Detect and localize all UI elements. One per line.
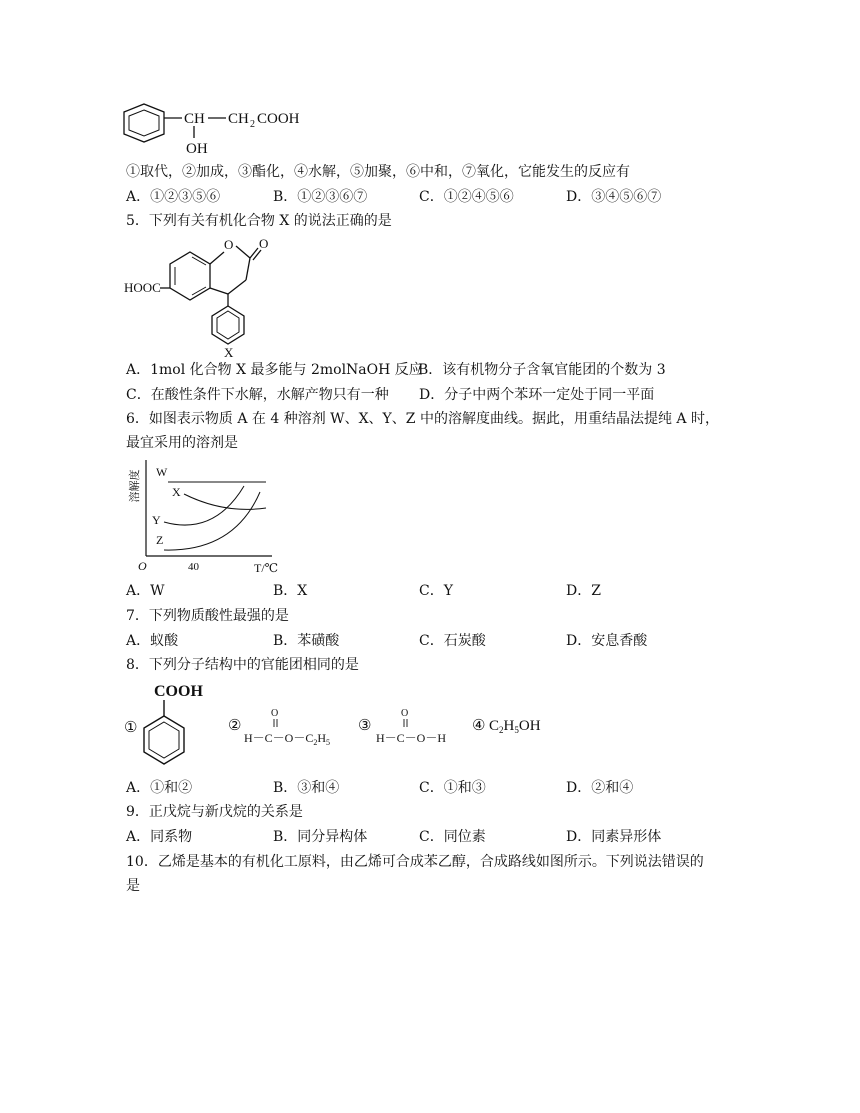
q6-stem-line1: 6．如图表示物质 A 在 4 种溶剂 W、X、Y、Z 中的溶解度曲线。据此，用重结晶法提纯 A 时， xyxy=(126,411,719,427)
q6-curve-label-x: X xyxy=(172,485,181,499)
q5-option-c: C．在酸性条件下水解，水解产物只有一种 xyxy=(126,387,389,403)
q8-item2-number: ② xyxy=(228,718,242,734)
q6-stem-line2: 最宜采用的溶剂是 xyxy=(126,435,238,451)
q8-option-d: D．②和④ xyxy=(566,780,634,796)
q8-structures xyxy=(120,676,580,776)
q4-cooh: COOH xyxy=(257,111,300,127)
q9-stem: 9．正戊烷与新戊烷的关系是 xyxy=(126,804,303,820)
q5-benzene-ring xyxy=(170,252,210,300)
q8-item1-cooh: COOH xyxy=(154,683,203,700)
q8-item4-formula: $C_2H_5OH$ xyxy=(489,718,541,735)
q9-option-a: A．同系物 xyxy=(126,829,193,845)
q6-option-d: D．Z xyxy=(566,583,601,599)
q8-item2-o: O xyxy=(271,708,279,719)
q6-curve-label-w: W xyxy=(156,465,168,479)
q9-option-c: C．同位素 xyxy=(419,829,486,845)
q4-option-a: A．①②③⑤⑥ xyxy=(126,189,221,205)
q7-option-b: B．苯磺酸 xyxy=(273,633,340,649)
q8-option-a: A．①和② xyxy=(126,780,193,796)
q4-oh: OH xyxy=(186,141,208,157)
q8-item2-formula: $H-C-O-C_2H_5$ xyxy=(244,731,331,747)
q4-option-c: C．①②④⑤⑥ xyxy=(419,189,514,205)
q5-structure xyxy=(120,232,290,360)
q8-item1-number: ① xyxy=(124,720,138,736)
q6-curve-label-y: Y xyxy=(152,513,161,527)
q10-stem-line1: 10．乙烯是基本的有机化工原料，由乙烯可合成苯乙醇，合成路线如图所示。下列说法错误的 xyxy=(126,854,704,870)
q7-stem: 7．下列物质酸性最强的是 xyxy=(126,608,289,624)
q6-origin: O xyxy=(138,559,147,573)
q4-option-b: B．①②③⑥⑦ xyxy=(273,189,368,205)
q6-solubility-graph xyxy=(124,456,284,578)
q8-item1-benzene xyxy=(144,716,184,764)
q6-option-a: A．W xyxy=(126,583,165,599)
q6-xlabel: T/℃ xyxy=(254,561,279,575)
q9-option-d: D．同素异形体 xyxy=(566,829,662,845)
q5-option-d: D．分子中两个苯环一定处于同一平面 xyxy=(419,387,655,403)
q9-option-b: B．同分异构体 xyxy=(273,829,368,845)
q8-item3-o: O xyxy=(401,708,409,719)
q5-stem: 5．下列有关有机化合物 X 的说法正确的是 xyxy=(126,213,392,229)
q8-item3-formula: H－C－O－H xyxy=(376,731,447,745)
q5-x-label: X xyxy=(224,345,234,360)
q6-curve-x xyxy=(184,494,266,509)
q6-option-c: C．Y xyxy=(419,583,453,599)
q8-item4-number: ④ xyxy=(472,718,486,734)
q4-ch: CH xyxy=(184,111,205,127)
q6-option-b: B．X xyxy=(273,583,308,599)
q4-stem: ①取代，②加成，③酯化，④水解，⑤加聚，⑥中和，⑦氧化，它能发生的反应有 xyxy=(126,164,630,180)
q5-hooc: HOOC xyxy=(124,280,161,295)
q6-tick-40: 40 xyxy=(188,561,199,573)
q6-curve-label-z: Z xyxy=(156,533,164,547)
q6-ylabel: 溶解度 xyxy=(129,469,141,503)
q5-keto-oxygen: O xyxy=(259,236,269,251)
q4-sub2: 2 xyxy=(250,119,255,130)
q6-curve-z xyxy=(164,492,260,550)
q8-stem: 8．下列分子结构中的官能团相同的是 xyxy=(126,657,359,673)
q8-option-c: C．①和③ xyxy=(419,780,486,796)
q5-option-a: A．1mol 化合物 X 最多能与 2molNaOH 反应 xyxy=(126,362,423,378)
q8-option-b: B．③和④ xyxy=(273,780,340,796)
q5-option-b: B．该有机物分子含氧官能团的个数为 3 xyxy=(418,362,666,378)
q4-ch2: CH xyxy=(228,111,249,127)
q7-option-a: A．蚁酸 xyxy=(126,633,179,649)
q7-option-d: D．安息香酸 xyxy=(566,633,648,649)
q10-stem-line2: 是 xyxy=(126,878,140,894)
q4-option-d: D．③④⑤⑥⑦ xyxy=(566,189,662,205)
q8-item3-number: ③ xyxy=(358,718,372,734)
q4-structure xyxy=(120,96,320,158)
q5-ring-oxygen: O xyxy=(224,237,234,252)
q7-option-c: C．石炭酸 xyxy=(419,633,486,649)
